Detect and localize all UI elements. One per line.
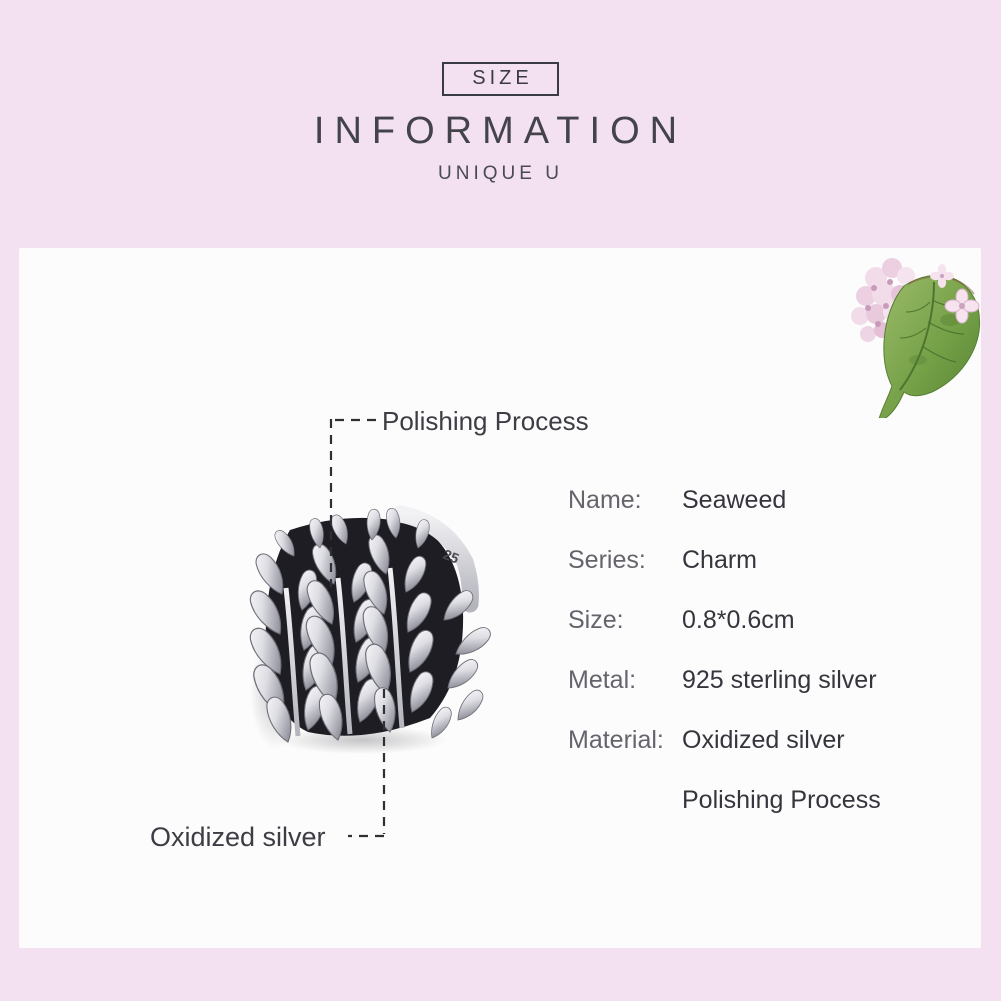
spec-row-name [568, 470, 881, 530]
spec-list [568, 470, 881, 830]
spec-value: Oxidized silver [682, 725, 845, 754]
callout-oxidized-silver: Oxidized silver [150, 822, 326, 852]
spec-label: Name: [568, 485, 642, 514]
spec-row-series [568, 530, 881, 590]
page-header [0, 0, 1001, 185]
spec-row-metal [568, 650, 881, 710]
spec-label: Size: [568, 605, 624, 634]
spec-row-size [568, 590, 881, 650]
spec-label: Material: [568, 725, 664, 754]
lilac-leaf-illustration [838, 250, 986, 418]
spec-value: Polishing Process [682, 785, 881, 814]
spec-row-material [568, 710, 881, 770]
page-title: INFORMATION [313, 110, 688, 152]
spec-label: Metal: [568, 665, 637, 694]
page-subtitle: UNIQUE U [438, 163, 563, 184]
stamp-925: 25 [440, 545, 462, 567]
product-image-seaweed-charm [232, 492, 502, 757]
spec-value: 0.8*0.6cm [682, 605, 795, 634]
spec-value: Seaweed [682, 485, 787, 514]
size-badge: SIZE [442, 62, 558, 96]
spec-value: Charm [682, 545, 758, 574]
spec-label: Series: [568, 545, 646, 574]
spec-value: 925 sterling silver [682, 665, 877, 694]
callout-polishing-process: Polishing Process [382, 406, 589, 436]
spec-row-material-2 [568, 770, 881, 830]
